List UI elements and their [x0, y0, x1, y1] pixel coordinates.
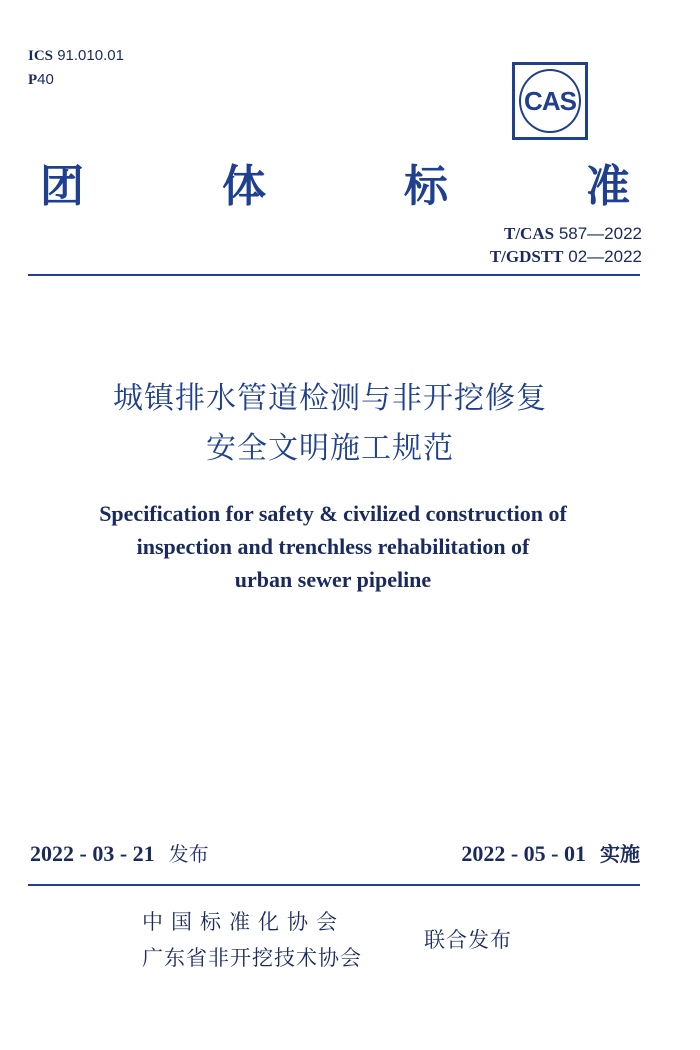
standard-type-char: 团: [40, 161, 84, 212]
standard-number-2-rest: 02—2022: [568, 247, 642, 266]
implement-label: 实施: [600, 842, 640, 866]
standard-number-2: [490, 245, 642, 268]
title-english: [0, 497, 666, 596]
standard-type-char: 准: [586, 161, 630, 212]
top-divider: [28, 274, 640, 276]
title-english-line2: inspection and trenchless rehabilitation of: [136, 534, 530, 559]
classification-codes: [28, 44, 124, 92]
standard-number-1: [490, 222, 642, 245]
issuer-org-1: 中国标准化协会: [142, 910, 345, 934]
logo-ring: [519, 69, 581, 133]
ics-label: ICS: [28, 48, 54, 64]
title-english-line3: urban sewer pipeline: [234, 567, 432, 592]
issuer-org-2: 广东省非开挖技术协会: [142, 946, 362, 970]
p-label: P: [28, 72, 38, 88]
implement-date-block: [461, 838, 640, 867]
implement-date: 2022 - 05 - 01: [461, 841, 586, 866]
title-english-line1: Specification for safety & civilized construction of: [99, 501, 567, 526]
bottom-divider: [28, 884, 640, 886]
title-chinese: [0, 374, 660, 474]
cas-logo-icon: [512, 62, 588, 140]
issuer-list: [142, 904, 362, 976]
title-chinese-line2: 安全文明施工规范: [206, 431, 454, 466]
title-chinese-line1: 城镇排水管道检测与非开挖修复: [113, 381, 547, 416]
standard-number-1-rest: 587—2022: [558, 224, 642, 243]
standard-type-char: 标: [404, 161, 448, 212]
ics-line: [28, 44, 124, 68]
ics-code: 91.010.01: [57, 47, 124, 64]
standard-number-1-prefix: T/CAS: [504, 224, 555, 243]
standard-type-char: 体: [222, 161, 266, 212]
p-code: 40: [37, 71, 54, 88]
p-line: [28, 68, 124, 92]
standard-number-2-prefix: T/GDSTT: [489, 247, 564, 266]
logo-text: CAS: [524, 85, 576, 116]
standard-type-heading: [40, 150, 630, 214]
standard-numbers: [490, 222, 642, 268]
release-date-block: [30, 838, 209, 867]
joint-release-label: 联合发布: [424, 928, 512, 952]
release-label: 发布: [168, 842, 209, 866]
release-date: 2022 - 03 - 21: [30, 841, 155, 866]
